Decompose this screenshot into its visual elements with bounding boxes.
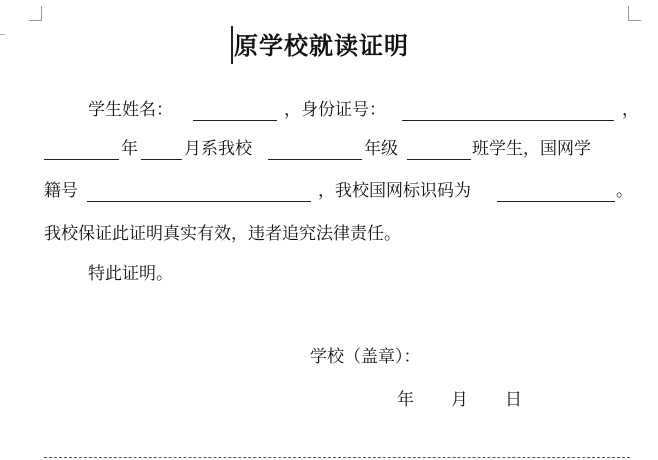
- label-month-department: 月系我校: [184, 139, 252, 159]
- blank-student-name[interactable]: [193, 98, 277, 121]
- signature-date[interactable]: [0, 388, 658, 412]
- label-date-month: 月: [451, 390, 468, 410]
- paragraph-line-2[interactable]: [0, 137, 658, 161]
- label-year: 年: [121, 139, 138, 159]
- line3-period: 。: [616, 181, 633, 201]
- guarantee-statement: 我校保证此证明真实有效，违者追究法律责任。: [44, 224, 401, 244]
- paragraph-line-1[interactable]: [0, 98, 658, 122]
- text-cursor: [231, 26, 233, 64]
- blank-year[interactable]: [44, 137, 119, 160]
- page-corner-top-left: [29, 6, 42, 21]
- page-corner-top-right: [628, 6, 641, 21]
- label-date-year: 年: [397, 390, 414, 410]
- label-date-day: 日: [505, 390, 522, 410]
- document-title[interactable]: 原学校就读证明: [234, 32, 409, 60]
- cut-line-divider: [44, 457, 630, 458]
- blank-school-id-code[interactable]: [497, 179, 615, 202]
- blank-grade[interactable]: [407, 137, 471, 160]
- margin-tick: [0, 34, 5, 35]
- label-school-id-code: ，我校国网标识码为: [318, 181, 471, 201]
- label-class-student: 班学生，国网学: [472, 139, 591, 159]
- label-grade: 年级: [364, 139, 398, 159]
- blank-registration-number[interactable]: [87, 179, 311, 202]
- blank-department[interactable]: [268, 137, 362, 160]
- label-student-name: 学生姓名：: [88, 100, 173, 120]
- paragraph-line-3[interactable]: [0, 179, 658, 203]
- blank-id-number[interactable]: [402, 98, 614, 121]
- label-registration-number: 籍号: [44, 181, 78, 201]
- line1-comma: ，: [622, 100, 639, 120]
- certification-closing: 特此证明。: [88, 264, 173, 284]
- label-id-number: ，身份证号：: [284, 100, 386, 120]
- label-school-seal: 学校（盖章）：: [310, 347, 421, 367]
- blank-month[interactable]: [141, 137, 182, 160]
